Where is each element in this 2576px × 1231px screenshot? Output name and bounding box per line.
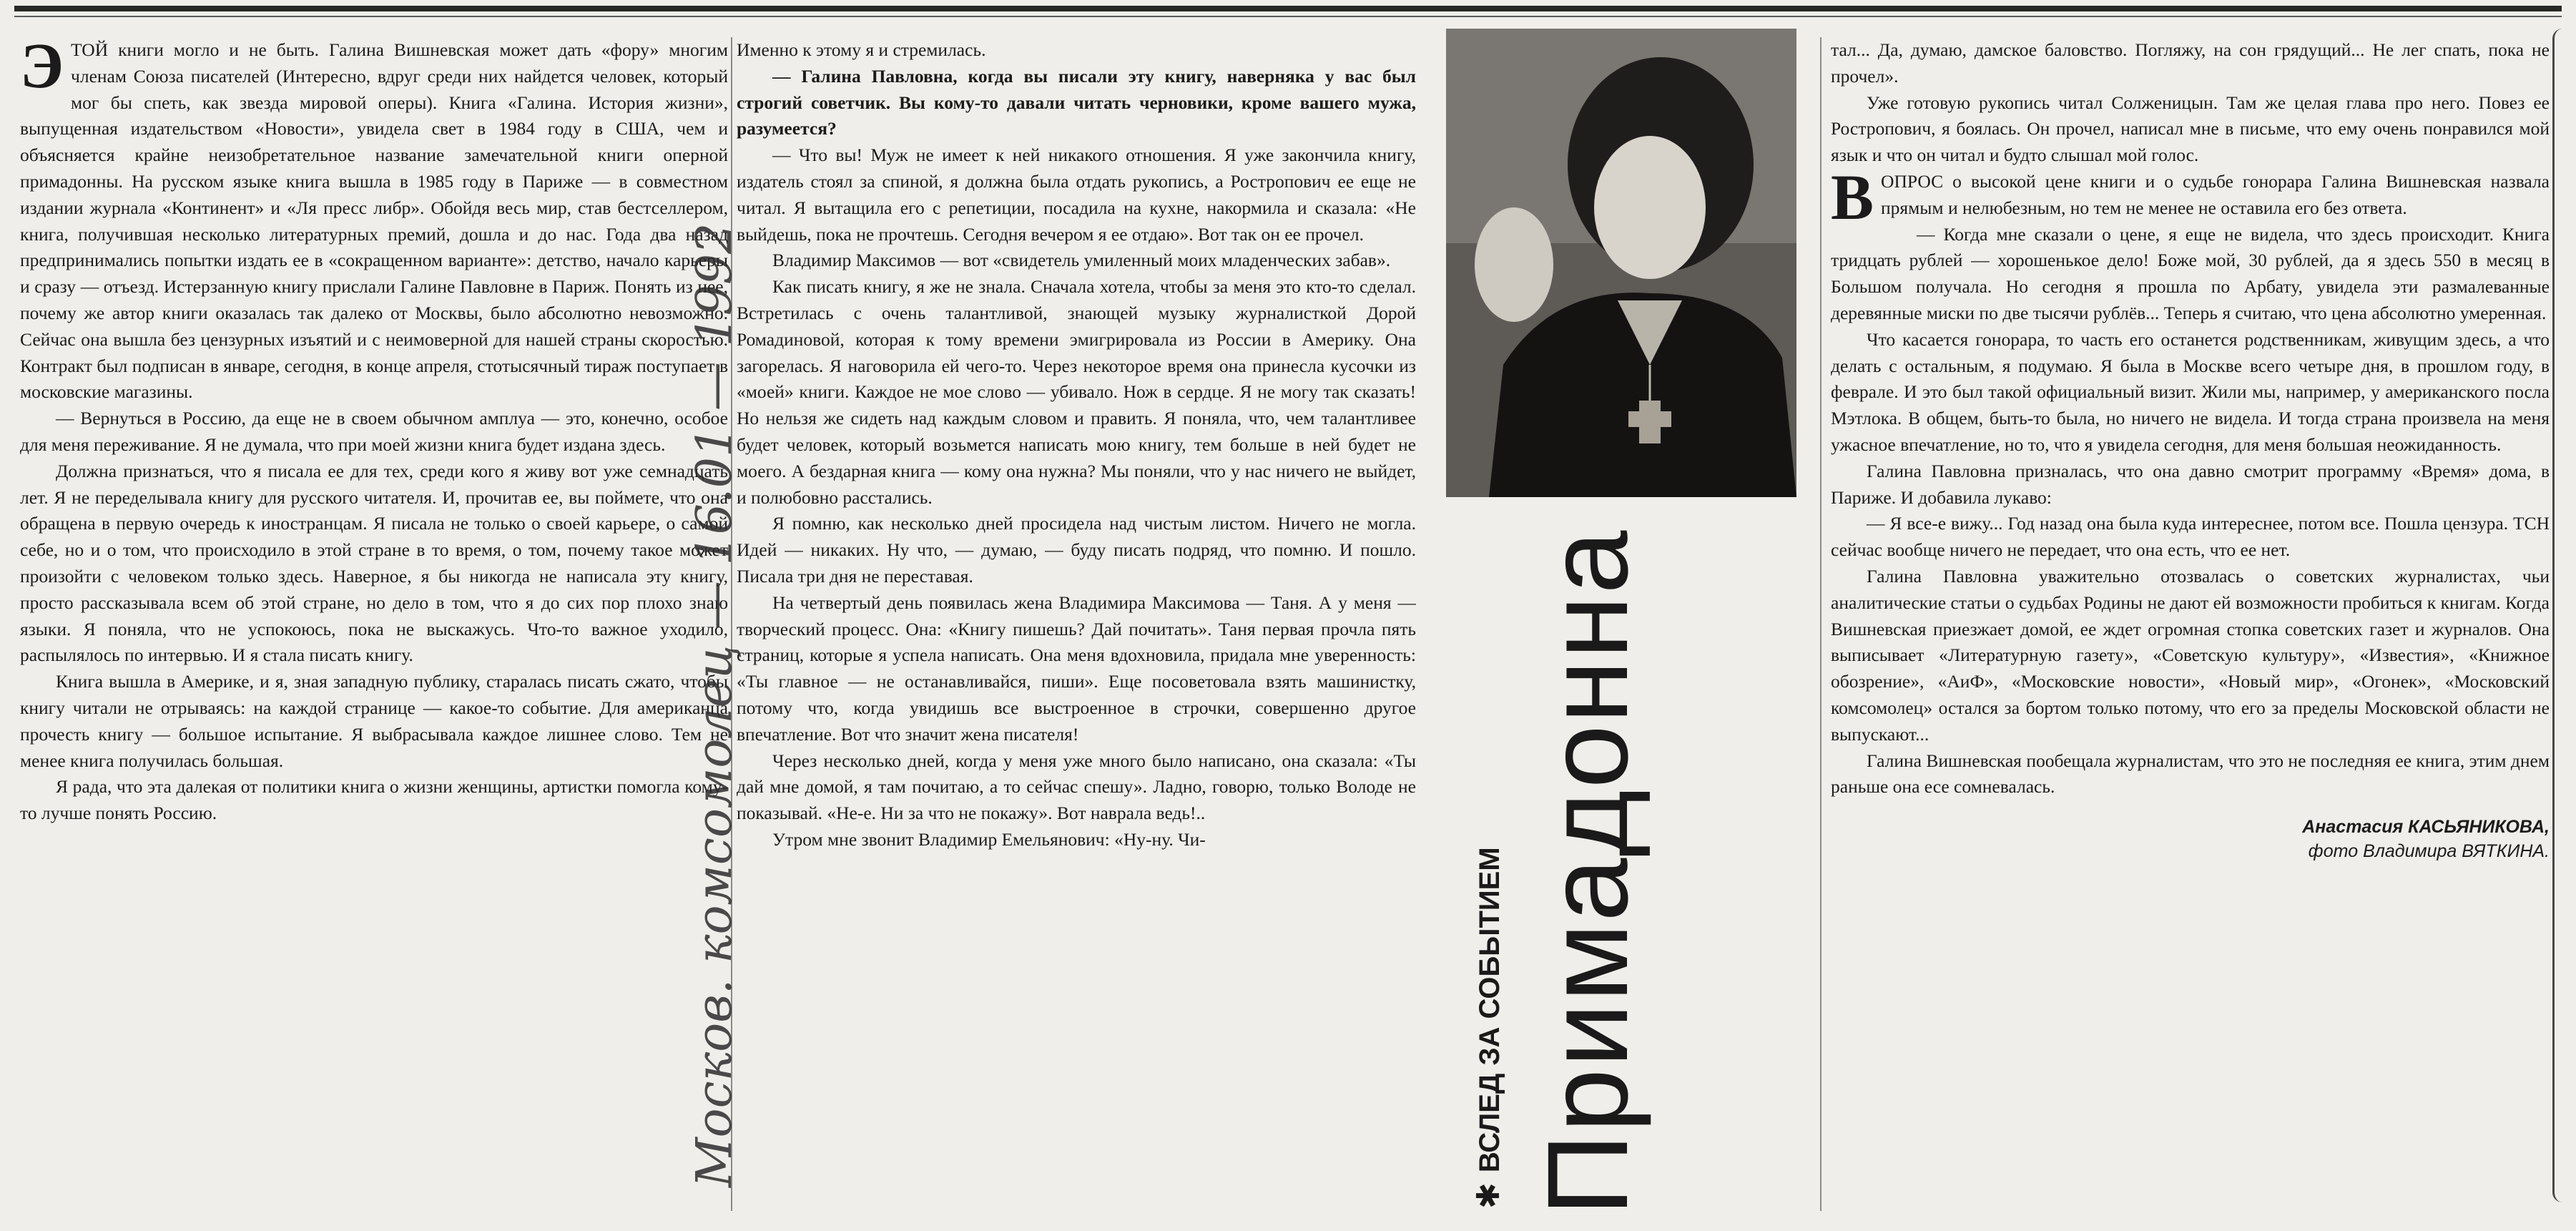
photo-credit: фото Владимира ВЯТКИНА.: [2308, 841, 2550, 862]
top-rule: [14, 6, 2562, 11]
paragraph: Я рада, что эта далекая от политики книга о жизни женщины, артистки помогла кому-то лучше понять Россию.: [20, 776, 728, 824]
paragraph: Владимир Максимов — вот «свидетель умиленный моих младенческих забав».: [772, 250, 1391, 271]
paragraph: Галина Павловна уважительно отозвалась о советских журналистах, чьи аналитические статьи о судьбах Родины не дают ей возможности пробиться к книгам. Когда Вишневская приезжает домой, ее ждет огромная стопка советских газет и журналов. Она выписывает «Литературную газету», «Советскую культуру», «Известия», «Книжное обозрение», «АиФ», «Московские новости», «Новый мир», «Огонек», «Московский комсомолец» остался за бортом только потому, что его за пределы Московской области не выпускают...: [1831, 565, 2550, 745]
section-rubric: ✱ВСЛЕД ЗА СОБЫТИЕМ: [1471, 847, 1506, 1209]
top-rule-thin: [14, 16, 2562, 17]
handwritten-note: Москов. комсомолец — 16.01 — 1992: [687, 222, 743, 1187]
paragraph: Галина Павловна призналась, что она давно смотрит программу «Время» дома, в Париже. И добавила лукаво:: [1831, 460, 2550, 508]
paragraph: Через несколько дней, когда у меня уже много было написано, она сказала: «Ты дай мне домой, я там почитаю, а то сейчас спешу». Ладно, говорю, только Володе не показывай. «Не-е. Ни за что не покажу». Вот наврала ведь!..: [737, 750, 1416, 824]
paragraph: ЭТОЙ книги могло и не быть. Галина Вишневская может дать «фору» многим членам Союза писателей (Интересно, вдруг среди них найдется человек, который мог бы спеть, как звезда мировой оперы). Книга «Галина. История жизни», выпущенная издательством «Новости», увидела свет в 1984 году в США, чем и объясняется крайне неизобретательное название замечательной книги оперной примадонны. На русском языке книга вышла в 1985 году в Париже — в совместном издании журнала «Континент» и «Ля пресс либр». Обойдя весь мир, став бестселлером, книга, получившая несколько литературных премий, дошла и до нас. Года два назад предпринимались попытки издать ее в «сокращенном варианте»: детство, начало карьеры и сразу — отъезд. Истерзанную книгу прислали Галине Павловне в Париж. Понять из нее, почему же автор книги оказалась так далеко от Москвы, было абсолютно невозможно. Сейчас она вышла без цензурных изъятий и с неимоверной для нашей страны скоростью. Контракт был подписан в январе, сегодня, в конце апреля, стотысячный тираж поступает в московские магазины.: [20, 37, 728, 403]
article-column-1: [20, 37, 728, 1211]
star-icon: ✱: [1471, 1182, 1506, 1209]
article-column-3: [1831, 37, 2550, 1211]
article-headline: Примадонна: [1523, 529, 1651, 1216]
paragraph: — Что вы! Муж не имеет к ней никакого отношения. Я уже закончила книгу, издатель стоял за спиной, я должна была отдать рукопись, а Ростропович ее еще не читал. Я вытащила его с репетиции, посадила на кухне, накормила и сказала: «Не выйдешь, пока не прочтешь. Сегодня вечером я ее отдаю». Вот так он ее прочел.: [737, 144, 1416, 245]
paragraph: Должна признаться, что я писала ее для тех, среди кого я живу вот уже семнадцать лет. Я не переделывала книгу для русского читателя. И, прочитав ее, вы поймете, что она обращена в первую очередь к иностранцам. Я писала не только о своей карьере, о самой себе, но и о том, что происходило в этой стране в то время, о том, почему такое может произойти с человеком только здесь. Наверное, я бы никогда не написала эту книгу, просто рассказывала всем об этой стране, но дело в том, что я до сих пор плохо знаю языки. Я поняла, что не успокоюсь, пока не выскажусь. Что-то важное уходило, распылялось по интервью. И я стала писать книгу.: [20, 460, 728, 666]
interview-question: — Галина Павловна, когда вы писали эту книгу, наверняка у вас был строгий советчик. Вы кому-то давали читать черновики, кроме вашего мужа, разумеется?: [737, 65, 1416, 139]
paragraph: Именно к этому я и стремилась.: [737, 39, 986, 60]
paragraph: — Я все-е вижу... Год назад она была куда интереснее, потом все. Пошла цензура. ТСН сейчас вообще ничего не передает, что она есть, что ее нет.: [1831, 513, 2550, 561]
paragraph: Утром мне звонит Владимир Емельянович: «Ну-ну. Чи-: [772, 828, 1206, 850]
drop-cap: Э: [20, 37, 64, 102]
paragraph: Галина Вишневская пообещала журналистам, что это не последняя ее книга, этим днем раньше она есе сомневалась.: [1831, 750, 2550, 798]
author-name: Анастасия КАСЬЯНИКОВА,: [2302, 817, 2550, 838]
paragraph: На четвертый день появилась жена Владимира Максимова — Таня. А у меня — творческий процесс. Она: «Книгу пишешь? Дай почитать». Таня первая прочла пять страниц, которые я успела написать. Она меня вдохновила, придала мне уверенность: «Ты главное — не останавливайся, пиши». Еще посоветовала взять машинистку, потому что, когда увидишь все выстроенное в строчки, совершенно другое впечатление. Вот что значит жена писателя!: [737, 592, 1416, 745]
paragraph: Уже готовую рукопись читал Солженицын. Там же целая глава про него. Повез ее Ростропович, я боялась. Он прочел, написал мне в письме, что ему очень понравился мой язык и что он читал и будто слышал мой голос.: [1831, 92, 2550, 166]
paragraph: Как писать книгу, я же не знала. Сначала хотела, чтобы за меня это кто-то сделал. Встретилась с очень талантливой, знающей музыку журналисткой Дорой Ромадиновой, которая к тому времени эмигрировала из России в Америку. Она загорелась. Я наговорила ей чего-то. Через некоторое время она принесла кусочки из «моей» книги. Каждое не мое слово — убивало. Нож в сердце. Я не могу так сказать! Но нельзя же сидеть над каждым словом и править. Я поняла, что, чем талантливее будет человек, который возьмется написать мою книгу, тем больше в ней будет не моего. А бездарная книга — кому она нужна? Мы поняли, что у нас ничего не выйдет, и полюбовно расстались.: [737, 276, 1416, 508]
paragraph: тал... Да, думаю, дамское баловство. Погляжу, на сон грядущий... Не лег спать, пока не прочел».: [1831, 39, 2550, 87]
paragraph: — Вернуться в Россию, да еще не в своем обычном амплуа — это, конечно, особое для меня переживание. Я не думала, что при моей жизни книга будет издана здесь.: [20, 408, 728, 455]
clipping-edge: [2552, 29, 2570, 1202]
byline: [1831, 815, 2550, 863]
paragraph: Книга вышла в Америке, и я, зная западную публику, старалась писать сжато, чтобы книгу читали не отрываясь: на каждой странице — какое-то событие. Для американца прочесть книгу — большое испытание. Я выбрасывала каждое лишнее слово. Тем не менее книга получилась большая.: [20, 671, 728, 771]
paragraph: — Когда мне сказали о цене, я еще не видела, что здесь происходит. Книга тридцать рублей — хорошенькое дело! Боже мой, 30 рублей, да я здесь 550 в месяц в Большом получала. Но сегодня я прошла по Арбату, увидела эти размалеванные деревянные миски по две тысячи рублёв... Теперь я считаю, что цена абсолютно умеренная.: [1831, 223, 2550, 323]
portrait-illustration: [1446, 29, 1796, 497]
paragraph: Что касается гонорара, то часть его останется родственникам, живущим здесь, а что делать с остальным, я подумаю. Я была в Москве всего четыре дня, в прошлом году, в феврале. И это был такой официальный визит. Жили мы, например, у американского посла Мэтлока. В общем, быть-то была, но ничего не видела. И тогда страна произвела на меня ужасное впечатление, но то, что я увидела сегодня, для меня большая неожиданность.: [1831, 328, 2550, 455]
article-column-2: [737, 37, 1416, 1211]
paragraph: Я помню, как несколько дней просидела над чистым листом. Ничего не могла. Идей — никаких. Ну что, — думаю, — буду писать подряд, что помню. И пошло. Писала три дня не переставая.: [737, 513, 1416, 587]
paragraph: ВОПРОС о высокой цене книги и о судьбе гонорара Галина Вишневская назвала прямым и нелюбезным, но тем не менее не оставила его без ответа.: [1831, 162, 2550, 233]
column-divider: [1820, 37, 1822, 1211]
portrait-photo: [1446, 29, 1796, 497]
drop-cap: В: [1831, 162, 1874, 233]
